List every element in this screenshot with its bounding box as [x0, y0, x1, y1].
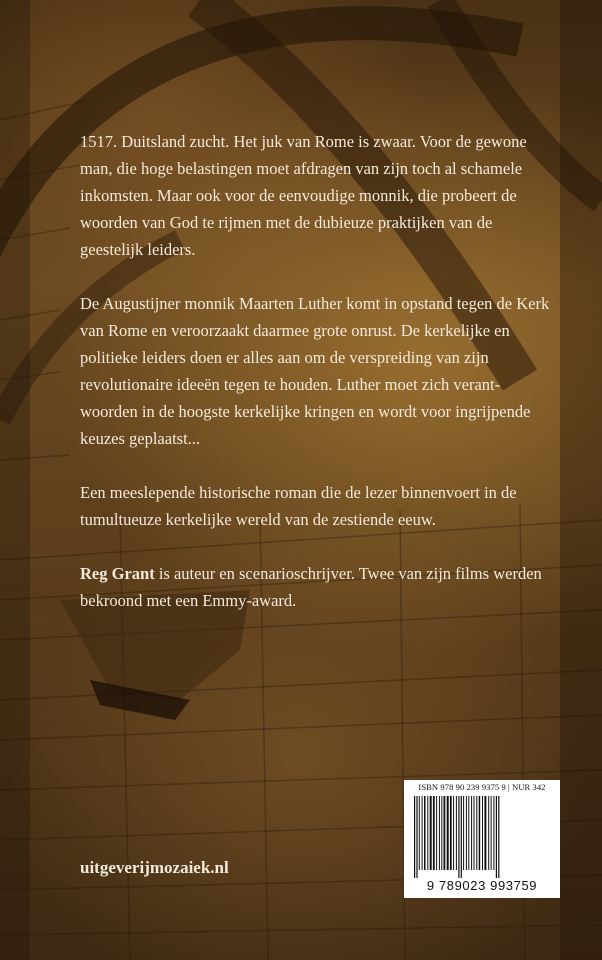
blurb-paragraph-3: Een meeslepende historische roman die de lezer binnenvoert in de tumultueuze kerkelijke wereld van de zestiende eeuw.: [80, 483, 517, 529]
author-name: Reg Grant: [80, 564, 155, 583]
isbn-nur-label: ISBN 978 90 239 9375 9 | NUR 342: [418, 782, 546, 792]
blurb-text: [80, 128, 550, 641]
isbn-barcode-box: [404, 780, 560, 898]
publisher-website: uitgeverijmozaiek.nl: [80, 858, 229, 877]
blurb-paragraph-2: De Augustijner monnik Maarten Luther komt in opstand tegen de Kerk van Rome en veroorzaakt daarmee grote onrust. De kerkelijke en politieke leiders doen er alles aan om de verspreiding van zijn revolutionaire ideeën tegen te houden. Luther moet zich verant-woorden in de hoogste kerkelijke kringen en wordt voor ingrijpende keuzes geplaatst...: [80, 294, 550, 448]
author-bio: is auteur en scenarioschrijver. Twee van zijn films werden bekroond met een Emmy-award.: [80, 564, 542, 610]
blurb-paragraph-1: 1517. Duitsland zucht. Het juk van Rome is zwaar. Voor de gewone man, die hoge belastingen moet afdragen van zijn toch al schamele inkomsten. Maar ook voor de eenvoudige monnik, die probeert de woorden van God te rijmen met de dubieuze praktijken van de geestelijk leiders.: [80, 132, 527, 259]
barcode-bars: [412, 796, 552, 878]
barcode-number: 9 789023 993759: [426, 878, 538, 893]
author-paragraph: [80, 560, 550, 614]
